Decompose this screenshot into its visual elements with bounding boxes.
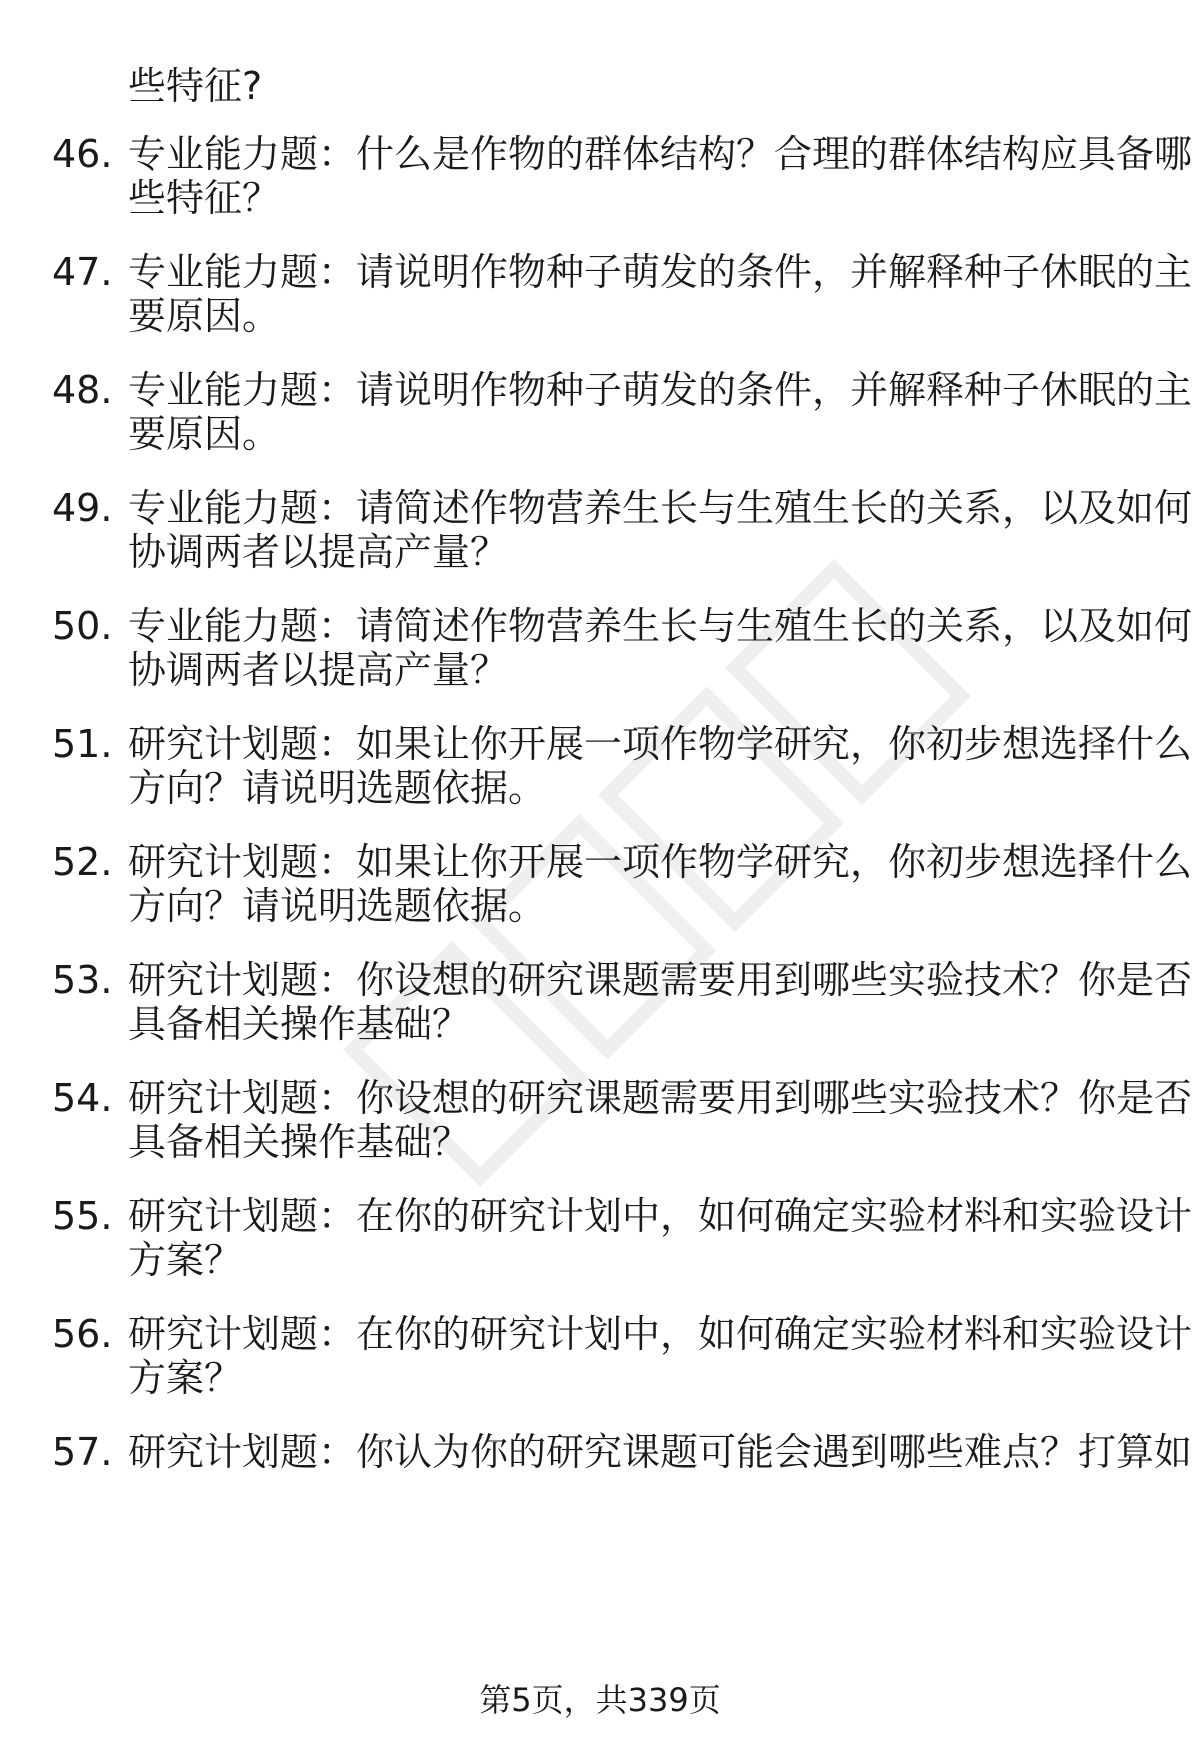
item-text-line2: 要原因。: [128, 294, 281, 338]
item-text-line1: 专业能力题：什么是作物的群体结构？合理的群体结构应具备哪: [128, 132, 1193, 176]
item-text-line1: 研究计划题：在你的研究计划中，如何确定实验材料和实验设计: [128, 1312, 1193, 1356]
item-number: 53.: [52, 958, 113, 1002]
item-text-line2: 方案？: [128, 1356, 243, 1400]
item-number: 57.: [52, 1430, 113, 1474]
item-number: 55.: [52, 1194, 113, 1238]
page-footer: 第5页，共339页: [479, 1681, 721, 1719]
item-text-line1: 专业能力题：请说明作物种子萌发的条件，并解释种子休眠的主: [128, 250, 1193, 294]
item-text-line1: 研究计划题：如果让你开展一项作物学研究，你初步想选择什么: [128, 840, 1193, 884]
item-number: 47.: [52, 250, 113, 294]
item-text-line2: 具备相关操作基础？: [128, 1120, 471, 1164]
item-text-line1: 专业能力题：请简述作物营养生长与生殖生长的关系，以及如何: [128, 486, 1193, 530]
item-number: 50.: [52, 604, 113, 648]
item-text-line2: 方向？请说明选题依据。: [128, 884, 547, 928]
item-text-line2: 具备相关操作基础？: [128, 1002, 471, 1046]
item-text-line1: 研究计划题：在你的研究计划中，如何确定实验材料和实验设计: [128, 1194, 1193, 1238]
item-text-line1: 研究计划题：你设想的研究课题需要用到哪些实验技术？你是否: [128, 1076, 1193, 1120]
item-text-line2: 方向？请说明选题依据。: [128, 766, 547, 810]
item-text-line2: 协调两者以提高产量？: [128, 530, 509, 574]
item-number: 48.: [52, 368, 113, 412]
item-text-line1: 研究计划题：你认为你的研究课题可能会遇到哪些难点？打算如: [128, 1430, 1193, 1474]
item-number: 56.: [52, 1312, 113, 1356]
item-text-line1: 研究计划题：如果让你开展一项作物学研究，你初步想选择什么: [128, 722, 1193, 766]
item-number: 51.: [52, 722, 113, 766]
item-text-line1: 专业能力题：请说明作物种子萌发的条件，并解释种子休眠的主: [128, 368, 1193, 412]
item-text-line2: 方案？: [128, 1238, 243, 1282]
item-text-line2: 协调两者以提高产量？: [128, 648, 509, 692]
item-text-line1: 研究计划题：你设想的研究课题需要用到哪些实验技术？你是否: [128, 958, 1193, 1002]
item-number: 52.: [52, 840, 113, 884]
item-number: 46.: [52, 132, 113, 176]
item-number: 54.: [52, 1076, 113, 1120]
item-text-line2: 要原因。: [128, 412, 281, 456]
item-text-line2: 些特征？: [128, 176, 281, 220]
item-text-line1: 专业能力题：请简述作物营养生长与生殖生长的关系，以及如何: [128, 604, 1193, 648]
item-number: 49.: [52, 486, 113, 530]
continuation-text: 些特征?: [128, 64, 263, 108]
